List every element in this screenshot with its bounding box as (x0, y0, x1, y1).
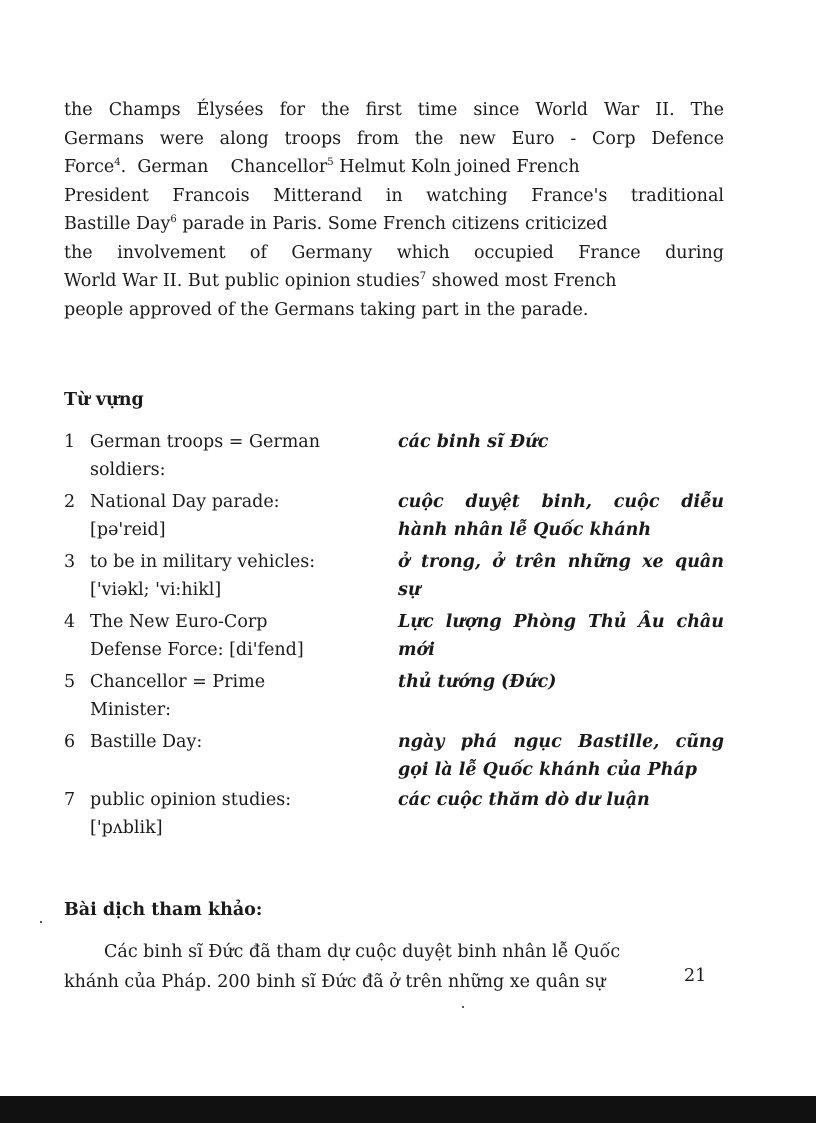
intro-line-5: Bastille Day$^6$ parade in Paris. Some French citizens criticized (64, 214, 608, 234)
vocab-term: to be in military vehicles: ['viəkl; 'vi:hikl] (90, 552, 316, 600)
intro-line-8: people approved of the Germans taking part in the parade. (64, 299, 589, 320)
intro-line-1: the Champs Élysées for the first time since World War II. The (64, 100, 724, 120)
vocab-definition: các binh sĩ Đức (398, 432, 549, 452)
scan-speck (40, 921, 42, 923)
scan-bottom-edge (0, 1096, 816, 1123)
intro-line-3: Force$^4$. German Chancellor$^5$ Helmut Koln joined French (64, 157, 580, 177)
vocab-heading: Từ vựng (64, 390, 144, 410)
translation-line-2: khánh của Pháp. 200 binh sĩ Đức đã ở trên những xe quân sự (64, 972, 606, 992)
intro-line-2: Germans were along troops from the new Euro - Corp Defence (64, 128, 724, 149)
translation-line-1: Các binh sĩ Đức đã tham dự cuộc duyệt binh nhân lễ Quốc (104, 942, 621, 962)
vocab-definition: thủ tướng (Đức) (398, 672, 557, 692)
vocab-number: 6 (64, 732, 76, 752)
intro-line-7: World War II. But public opinion studies$^7$ showed most French (64, 271, 617, 291)
vocab-number: 7 (64, 790, 76, 810)
vocab-definition: ở trong, ở trên những xe quân sự (398, 552, 724, 600)
vocab-number: 5 (64, 672, 76, 692)
vocab-term: The New Euro-Corp Defense Force: [di'fend] (90, 612, 304, 660)
vocab-number: 2 (64, 492, 76, 512)
vocab-definition: các cuộc thăm dò dư luận (398, 790, 650, 810)
vocab-number: 4 (64, 612, 76, 632)
vocab-number: 3 (64, 552, 76, 572)
vocab-term: National Day parade: [pə'reid] (90, 492, 280, 540)
intro-paragraph (64, 96, 724, 324)
vocab-definition: Lực lượng Phòng Thủ Âu châu mới (398, 612, 724, 660)
intro-line-6: the involvement of Germany which occupied France during (64, 242, 724, 263)
translation-paragraph (64, 937, 724, 997)
vocab-definition: ngày phá ngục Bastille, cũng gọi là lễ Quốc khánh của Pháp (398, 732, 724, 780)
vocab-term: German troops = German soldiers: (90, 432, 321, 480)
vocab-term: public opinion studies: ['pʌblik] (90, 790, 292, 838)
vocab-term: Chancellor = Prime Minister: (90, 672, 266, 720)
translation-heading: Bài dịch tham khảo: (64, 900, 263, 920)
vocab-term: Bastille Day: (90, 732, 203, 752)
intro-line-4: President Francois Mitterand in watching France's traditional (64, 185, 724, 206)
scan-speck (462, 1006, 464, 1008)
vocab-definition: cuộc duyệt binh, cuộc diễu hành nhân lễ Quốc khánh (398, 492, 724, 540)
page-number: 21 (684, 966, 707, 986)
vocab-number: 1 (64, 432, 76, 452)
